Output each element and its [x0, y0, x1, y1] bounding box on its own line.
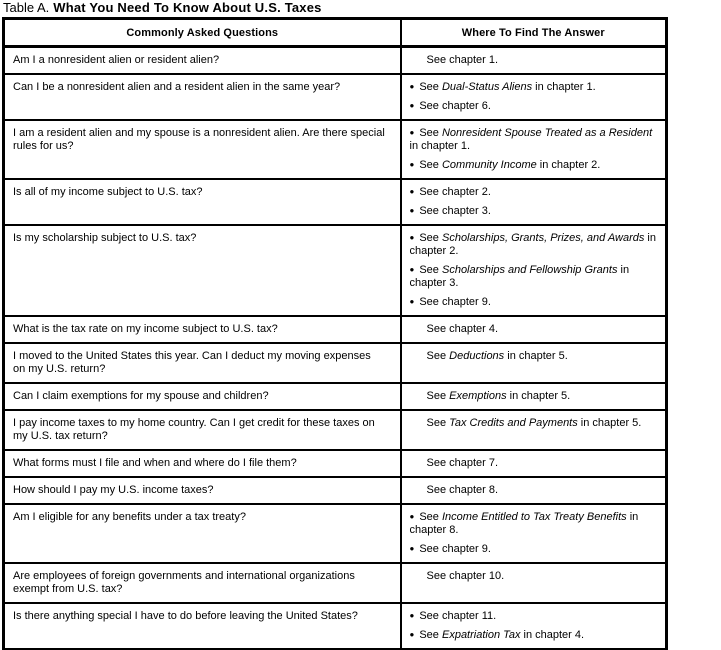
answer-item	[410, 629, 660, 642]
question-cell: Can I claim exemptions for my spouse and children?	[4, 383, 401, 410]
question-cell: Are employees of foreign governments and international organizations exempt from U.S. tax?	[4, 563, 401, 603]
answer-text: See chapter 1.	[426, 54, 499, 66]
question-cell: I moved to the United States this year. Can I deduct my moving expenses on my U.S. return?	[4, 343, 401, 383]
answer-cell	[401, 343, 667, 383]
table-title-main: What You Need To Know About U.S. Taxes	[53, 0, 322, 15]
faq-table	[2, 17, 668, 650]
reference-topic: Income Entitled to Tax Treaty Benefits	[441, 511, 627, 523]
bullet-icon: ●	[409, 101, 415, 110]
table-row	[4, 477, 667, 504]
table-row	[4, 603, 667, 650]
question-cell: What is the tax rate on my income subject to U.S. tax?	[4, 316, 401, 343]
answer-cell	[401, 410, 667, 450]
bullet-icon: ●	[409, 206, 415, 215]
answer-text: in chapter 1.	[409, 140, 471, 152]
question-cell: Am I a nonresident alien or resident alien?	[4, 47, 401, 75]
bullet-icon: ●	[409, 512, 415, 521]
answer-item	[410, 457, 660, 470]
answer-text: in chapter 8.	[409, 511, 639, 536]
table-row	[4, 316, 667, 343]
answer-item	[410, 543, 660, 556]
question-cell: I am a resident alien and my spouse is a nonresident alien. Are there special rules for us?	[4, 120, 401, 179]
answer-cell	[401, 603, 667, 650]
bullet-icon: ●	[409, 128, 415, 137]
column-header-answers: Where To Find The Answer	[401, 19, 667, 47]
answer-text: See chapter 10.	[426, 570, 505, 582]
answer-text: See	[426, 350, 450, 362]
answer-text: in chapter 1.	[532, 81, 596, 93]
answer-text: in chapter 5.	[577, 417, 642, 429]
answer-item	[410, 232, 660, 258]
bullet-icon: ●	[409, 233, 415, 242]
answer-item	[410, 54, 660, 67]
bullet-icon: ●	[409, 611, 415, 620]
table-row	[4, 225, 667, 316]
answer-text: See	[419, 629, 442, 641]
answer-text: See	[426, 417, 450, 429]
answer-text: See	[419, 232, 442, 244]
reference-topic: Tax Credits and Payments	[449, 417, 578, 429]
answer-item	[410, 484, 660, 497]
answer-text: See chapter 3.	[419, 205, 491, 217]
bullet-icon: ●	[409, 82, 415, 91]
answer-text: See	[426, 390, 450, 402]
answer-cell	[401, 504, 667, 563]
answer-text: See chapter 6.	[419, 100, 491, 112]
table-row	[4, 74, 667, 120]
answer-item	[410, 81, 660, 94]
answer-item	[410, 159, 660, 172]
answer-item	[410, 417, 660, 430]
answer-item	[410, 323, 660, 336]
question-cell: What forms must I file and when and where do I file them?	[4, 450, 401, 477]
table-row	[4, 343, 667, 383]
answer-item	[410, 570, 660, 583]
answer-cell	[401, 225, 667, 316]
table-row	[4, 120, 667, 179]
answer-text: See	[419, 127, 442, 139]
reference-topic: Expatriation Tax	[441, 629, 521, 641]
question-cell: Is my scholarship subject to U.S. tax?	[4, 225, 401, 316]
answer-text: in chapter 5.	[504, 350, 568, 362]
answer-cell	[401, 563, 667, 603]
answer-text: in chapter 3.	[409, 264, 630, 289]
question-cell: Is there anything special I have to do before leaving the United States?	[4, 603, 401, 650]
answer-text: See	[419, 81, 442, 93]
bullet-icon: ●	[409, 544, 415, 553]
answer-text: See chapter 2.	[419, 186, 491, 198]
answer-cell	[401, 383, 667, 410]
question-cell: Am I eligible for any benefits under a tax treaty?	[4, 504, 401, 563]
answer-cell	[401, 316, 667, 343]
reference-topic: Community Income	[441, 159, 537, 171]
table-title	[3, 1, 322, 15]
bullet-icon: ●	[409, 297, 415, 306]
answer-text: in chapter 2.	[536, 159, 601, 171]
reference-topic: Scholarships, Grants, Prizes, and Awards	[441, 232, 645, 244]
question-cell: I pay income taxes to my home country. Can I get credit for these taxes on my U.S. tax return?	[4, 410, 401, 450]
bullet-icon: ●	[409, 187, 415, 196]
answer-cell	[401, 74, 667, 120]
table-row	[4, 179, 667, 225]
question-cell: How should I pay my U.S. income taxes?	[4, 477, 401, 504]
answer-text: in chapter 4.	[520, 629, 585, 641]
answer-cell	[401, 477, 667, 504]
answer-cell	[401, 120, 667, 179]
table-row	[4, 383, 667, 410]
answer-item	[410, 127, 660, 153]
answer-text: See chapter 8.	[426, 484, 499, 496]
answer-text: See chapter 11.	[419, 610, 497, 622]
reference-topic: Deductions	[449, 350, 505, 362]
question-cell: Is all of my income subject to U.S. tax?	[4, 179, 401, 225]
reference-topic: Scholarships and Fellowship Grants	[441, 264, 618, 276]
answer-item	[410, 186, 660, 199]
reference-topic: Nonresident Spouse Treated as a Resident	[441, 127, 653, 139]
answer-item	[410, 264, 660, 290]
reference-topic: Dual-Status Aliens	[441, 81, 533, 93]
table-row	[4, 47, 667, 75]
table-row	[4, 450, 667, 477]
answer-text: See chapter 4.	[426, 323, 499, 335]
answer-text: See chapter 7.	[426, 457, 499, 469]
bullet-icon: ●	[409, 630, 415, 639]
answer-item	[410, 205, 660, 218]
table-title-prefix: Table A.	[3, 0, 50, 15]
answer-text: See	[419, 511, 442, 523]
bullet-icon: ●	[409, 160, 415, 169]
answer-text: See chapter 9.	[419, 296, 491, 308]
answer-text: in chapter 5.	[506, 390, 571, 402]
answer-text: See	[419, 264, 442, 276]
answer-item	[410, 390, 660, 403]
answer-item	[410, 100, 660, 113]
answer-item	[410, 511, 660, 537]
reference-topic: Exemptions	[449, 390, 507, 402]
answer-text: See	[419, 159, 442, 171]
table-row	[4, 504, 667, 563]
table-row	[4, 563, 667, 603]
answer-item	[410, 610, 660, 623]
answer-cell	[401, 450, 667, 477]
column-header-questions: Commonly Asked Questions	[4, 19, 401, 47]
table-row	[4, 410, 667, 450]
bullet-icon: ●	[409, 265, 415, 274]
answer-text: See chapter 9.	[419, 543, 491, 555]
answer-cell	[401, 47, 667, 75]
answer-item	[410, 350, 660, 363]
answer-text: in chapter 2.	[409, 232, 656, 257]
header-row	[4, 19, 667, 47]
answer-item	[410, 296, 660, 309]
answer-cell	[401, 179, 667, 225]
question-cell: Can I be a nonresident alien and a resident alien in the same year?	[4, 74, 401, 120]
